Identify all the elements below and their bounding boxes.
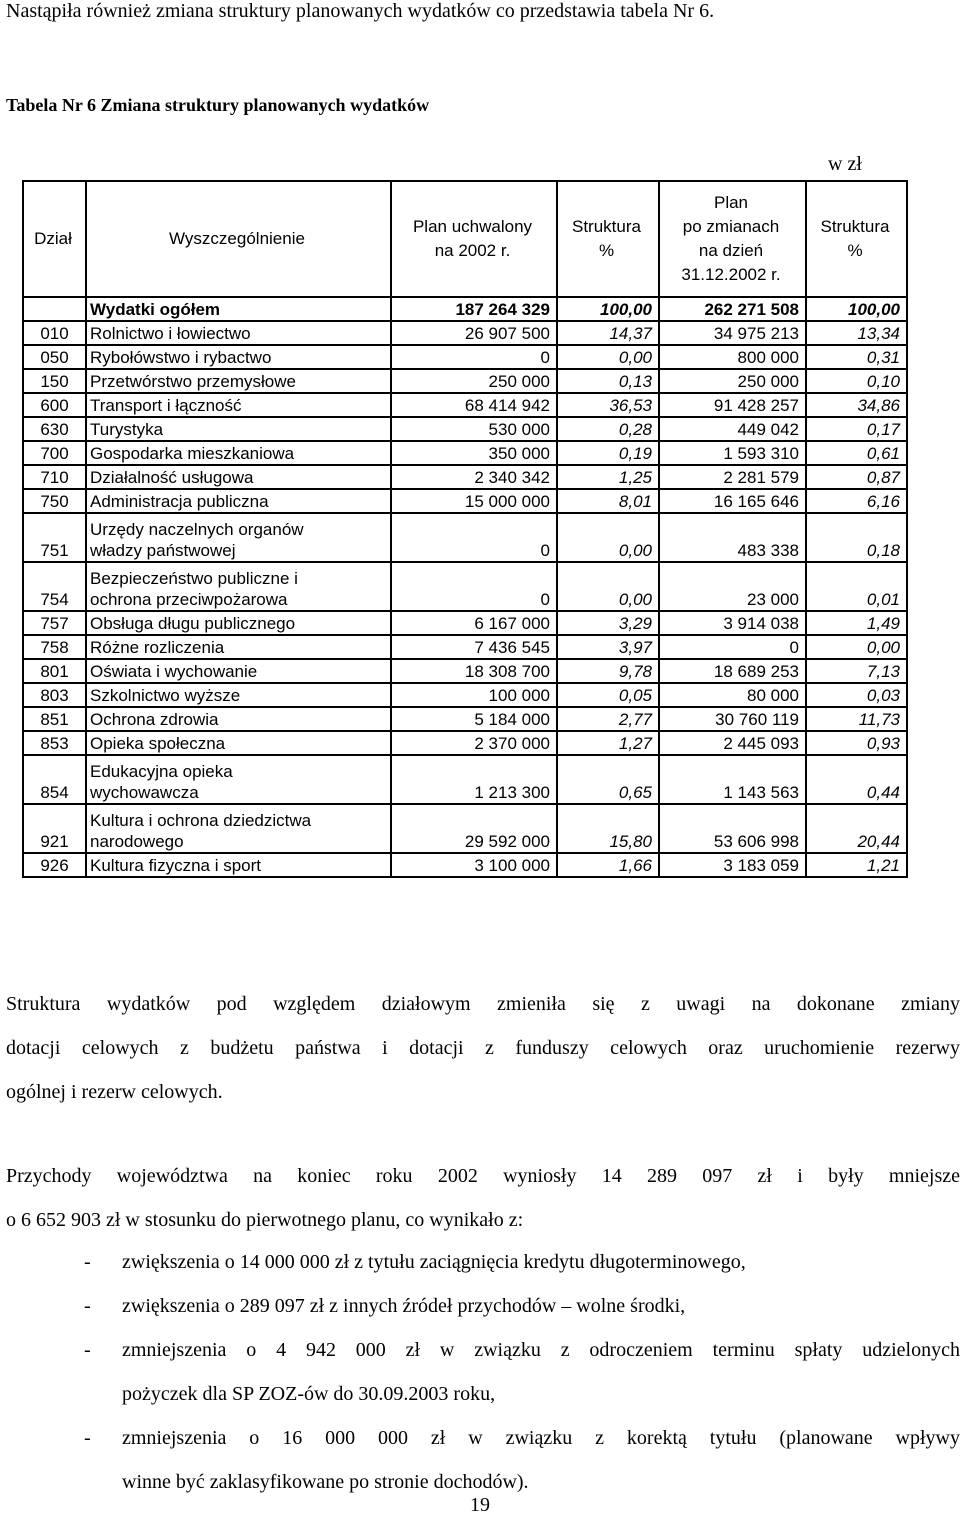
section-name-cell — [86, 611, 391, 635]
plan-after-cell: 800 000 — [659, 345, 806, 369]
structure-before-cell: 8,01 — [557, 489, 659, 513]
plan-after-cell: 3 183 059 — [659, 853, 806, 877]
section-name-line: Transport i łączność — [90, 396, 242, 415]
plan-cell: 2 340 342 — [391, 465, 557, 489]
plan-after-cell: 18 689 253 — [659, 659, 806, 683]
plan-after-cell: 483 338 — [659, 513, 806, 562]
section-name-line: Opieka społeczna — [90, 734, 226, 753]
structure-after-cell: 0,01 — [806, 562, 907, 611]
plan-cell: 250 000 — [391, 369, 557, 393]
table-row — [23, 659, 907, 683]
header-line: po zmianach — [682, 217, 780, 236]
section-code-cell: 854 — [23, 755, 86, 804]
section-code-cell: 751 — [23, 513, 86, 562]
list-item-text: zwiększenia o 14 000 000 zł z tytułu zaciągnięcia kredytu długoterminowego, — [122, 1251, 746, 1273]
plan-after-cell: 53 606 998 — [659, 804, 806, 853]
header-line: na dzień — [698, 241, 764, 260]
section-name-line: Edukacyjna opieka — [90, 762, 233, 781]
table-row — [23, 635, 907, 659]
section-name-cell — [86, 513, 391, 562]
table-row — [23, 489, 907, 513]
table-row — [23, 417, 907, 441]
table-header-row — [23, 181, 907, 297]
section-name-line: Rolnictwo i łowiectwo — [90, 324, 251, 343]
table-row — [23, 562, 907, 611]
structure-after-cell: 0,87 — [806, 465, 907, 489]
plan-cell: 29 592 000 — [391, 804, 557, 853]
section-code-cell: 050 — [23, 345, 86, 369]
list-item-line — [6, 1416, 960, 1460]
section-name-line: Bezpieczeństwo publiczne i — [90, 569, 298, 588]
table-row — [23, 853, 907, 877]
structure-before-cell: 3,29 — [557, 611, 659, 635]
structure-before-cell: 36,53 — [557, 393, 659, 417]
section-name-line: Szkolnictwo wyższe — [90, 686, 241, 705]
section-code-cell: 754 — [23, 562, 86, 611]
table-row — [23, 731, 907, 755]
list-item-text: zmniejszenia o 4 942 000 zł w związku z odroczeniem terminu spłaty udzielonych — [122, 1339, 960, 1361]
plan-cell: 5 184 000 — [391, 707, 557, 731]
section-name-line: Administracja publiczna — [90, 492, 269, 511]
dash-bullet: - — [84, 1251, 91, 1273]
header-struktura-2 — [806, 181, 907, 297]
structure-before-cell: 14,37 — [557, 321, 659, 345]
paragraph-line: Struktura wydatków pod względem działowym zmieniła się z uwagi na dokonane zmiany — [6, 993, 960, 1015]
section-name-cell — [86, 804, 391, 853]
list-item-line — [6, 1372, 960, 1416]
table-caption: Tabela Nr 6 Zmiana struktury planowanych wydatków — [6, 95, 430, 115]
structure-after-cell: 0,10 — [806, 369, 907, 393]
plan-cell: 7 436 545 — [391, 635, 557, 659]
structure-before-cell: 0,00 — [557, 513, 659, 562]
plan-cell: 2 370 000 — [391, 731, 557, 755]
section-name-cell — [86, 731, 391, 755]
plan-cell: 0 — [391, 562, 557, 611]
section-code-cell: 700 — [23, 441, 86, 465]
header-line: % — [847, 241, 863, 260]
list-item-text: zwiększenia o 289 097 zł z innych źródeł przychodów – wolne środki, — [122, 1295, 686, 1317]
table-row — [23, 321, 907, 345]
section-code-cell: 710 — [23, 465, 86, 489]
structure-before-cell: 1,66 — [557, 853, 659, 877]
section-code-cell: 801 — [23, 659, 86, 683]
dash-bullet: - — [84, 1427, 91, 1449]
section-name-line: Ochrona zdrowia — [90, 710, 219, 729]
header-line: Struktura — [820, 217, 890, 236]
plan-after-cell: 250 000 — [659, 369, 806, 393]
table-row — [23, 707, 907, 731]
section-name-line: Turystyka — [90, 420, 164, 439]
structure-after-cell: 0,17 — [806, 417, 907, 441]
section-code-cell: 010 — [23, 321, 86, 345]
section-name-line: Kultura i ochrona dziedzictwa — [90, 811, 312, 830]
expenditure-table-container — [22, 180, 906, 878]
list-item-line — [6, 1284, 960, 1328]
section-name-line: Gospodarka mieszkaniowa — [90, 444, 295, 463]
section-name-line: wychowawcza — [90, 783, 199, 802]
structure-after-cell: 0,03 — [806, 683, 907, 707]
intro-text: Nastąpiła również zmiana struktury planowanych wydatków co przedstawia tabela Nr 6. — [6, 0, 715, 22]
header-line: Plan — [713, 193, 749, 212]
section-name-line: Urzędy naczelnych organów — [90, 520, 304, 539]
total-after-cell: 262 271 508 — [659, 297, 806, 321]
section-name-line: narodowego — [90, 832, 184, 851]
header-plan-po-zmianach — [659, 181, 806, 297]
plan-after-cell: 2 281 579 — [659, 465, 806, 489]
plan-after-cell: 16 165 646 — [659, 489, 806, 513]
total-code-cell — [23, 297, 86, 321]
section-name-line: Przetwórstwo przemysłowe — [90, 372, 296, 391]
structure-before-cell: 15,80 — [557, 804, 659, 853]
structure-before-cell: 1,25 — [557, 465, 659, 489]
paragraph-line: ogólnej i rezerw celowych. — [6, 1081, 223, 1103]
section-code-cell: 803 — [23, 683, 86, 707]
header-line: na 2002 r. — [434, 241, 511, 260]
section-name-line: władzy państwowej — [90, 541, 236, 560]
header-line: 31.12.2002 r. — [681, 265, 781, 284]
plan-cell: 26 907 500 — [391, 321, 557, 345]
structure-before-cell: 0,65 — [557, 755, 659, 804]
structure-before-cell: 0,00 — [557, 345, 659, 369]
section-name-line: Różne rozliczenia — [90, 638, 225, 657]
structure-after-cell: 0,00 — [806, 635, 907, 659]
plan-after-cell: 1 593 310 — [659, 441, 806, 465]
paragraph-revenue — [6, 1154, 960, 1242]
section-name-cell — [86, 441, 391, 465]
table-row — [23, 441, 907, 465]
section-code-cell: 921 — [23, 804, 86, 853]
plan-cell: 100 000 — [391, 683, 557, 707]
paragraph-expenditure-structure — [6, 982, 960, 1114]
plan-cell: 1 213 300 — [391, 755, 557, 804]
section-name-cell — [86, 683, 391, 707]
plan-cell: 18 308 700 — [391, 659, 557, 683]
section-name-cell — [86, 321, 391, 345]
header-dzial: Dział — [23, 181, 86, 297]
header-plan-uchwalony — [391, 181, 557, 297]
page-number: 19 — [470, 1494, 490, 1516]
section-name-cell — [86, 755, 391, 804]
structure-before-cell: 0,28 — [557, 417, 659, 441]
table-row — [23, 513, 907, 562]
plan-cell: 3 100 000 — [391, 853, 557, 877]
total-plan-cell: 187 264 329 — [391, 297, 557, 321]
plan-after-cell: 23 000 — [659, 562, 806, 611]
structure-after-cell: 20,44 — [806, 804, 907, 853]
total-row — [23, 297, 907, 321]
header-struktura-1 — [557, 181, 659, 297]
plan-after-cell: 80 000 — [659, 683, 806, 707]
plan-after-cell: 34 975 213 — [659, 321, 806, 345]
section-name-cell — [86, 853, 391, 877]
section-name-cell — [86, 393, 391, 417]
header-line: Plan uchwalony — [412, 217, 533, 236]
section-name-line: Rybołówstwo i rybactwo — [90, 348, 272, 367]
section-name-cell — [86, 635, 391, 659]
table-row — [23, 755, 907, 804]
section-name-cell — [86, 465, 391, 489]
section-code-cell: 600 — [23, 393, 86, 417]
structure-after-cell: 0,61 — [806, 441, 907, 465]
table-row — [23, 465, 907, 489]
section-code-cell: 851 — [23, 707, 86, 731]
plan-cell: 68 414 942 — [391, 393, 557, 417]
list-item-line — [6, 1328, 960, 1372]
table-row — [23, 393, 907, 417]
structure-before-cell: 0,00 — [557, 562, 659, 611]
list-item-text: winne być zaklasyfikowane po stronie dochodów). — [122, 1471, 529, 1493]
structure-before-cell: 0,19 — [557, 441, 659, 465]
expenditure-structure-table — [22, 180, 908, 878]
header-line: % — [598, 241, 615, 260]
structure-after-cell: 0,31 — [806, 345, 907, 369]
plan-after-cell: 91 428 257 — [659, 393, 806, 417]
section-name-cell — [86, 345, 391, 369]
section-name-line: Kultura fizyczna i sport — [90, 856, 262, 875]
plan-cell: 350 000 — [391, 441, 557, 465]
structure-after-cell: 0,93 — [806, 731, 907, 755]
total-pct2-cell: 100,00 — [806, 297, 907, 321]
section-name-line: Działalność usługowa — [90, 468, 254, 487]
section-name-cell — [86, 562, 391, 611]
structure-before-cell: 3,97 — [557, 635, 659, 659]
structure-after-cell: 7,13 — [806, 659, 907, 683]
section-code-cell: 758 — [23, 635, 86, 659]
structure-after-cell: 34,86 — [806, 393, 907, 417]
header-wyszczegolnienie: Wyszczególnienie — [86, 181, 391, 297]
table-row — [23, 611, 907, 635]
paragraph-line: o 6 652 903 zł w stosunku do pierwotnego planu, co wynikało z: — [6, 1209, 524, 1231]
structure-before-cell: 1,27 — [557, 731, 659, 755]
table-row — [23, 804, 907, 853]
plan-cell: 0 — [391, 345, 557, 369]
structure-after-cell: 13,34 — [806, 321, 907, 345]
plan-cell: 6 167 000 — [391, 611, 557, 635]
section-name-line: Oświata i wychowanie — [90, 662, 258, 681]
dash-bullet: - — [84, 1339, 91, 1361]
dash-bullet: - — [84, 1295, 91, 1317]
list-item-text: zmniejszenia o 16 000 000 zł w związku z korektą tytułu (planowane wpływy — [122, 1427, 960, 1449]
structure-after-cell: 1,21 — [806, 853, 907, 877]
plan-cell: 15 000 000 — [391, 489, 557, 513]
header-line: Struktura — [572, 217, 641, 236]
section-code-cell: 630 — [23, 417, 86, 441]
plan-after-cell: 1 143 563 — [659, 755, 806, 804]
plan-after-cell: 449 042 — [659, 417, 806, 441]
plan-after-cell: 30 760 119 — [659, 707, 806, 731]
structure-after-cell: 6,16 — [806, 489, 907, 513]
section-code-cell: 853 — [23, 731, 86, 755]
structure-before-cell: 0,05 — [557, 683, 659, 707]
section-code-cell: 926 — [23, 853, 86, 877]
list-item-line — [6, 1240, 960, 1284]
plan-after-cell: 3 914 038 — [659, 611, 806, 635]
total-name-cell: Wydatki ogółem — [86, 297, 391, 321]
currency-unit: w zł — [828, 153, 862, 175]
structure-after-cell: 11,73 — [806, 707, 907, 731]
section-name-cell — [86, 659, 391, 683]
paragraph-line: dotacji celowych z budżetu państwa i dotacji z funduszy celowych oraz uruchomienie rezerwy — [6, 1037, 960, 1059]
structure-after-cell: 1,49 — [806, 611, 907, 635]
structure-before-cell: 9,78 — [557, 659, 659, 683]
section-code-cell: 150 — [23, 369, 86, 393]
paragraph-line: Przychody województwa na koniec roku 2002 wyniosły 14 289 097 zł i były mniejsze — [6, 1165, 960, 1187]
plan-cell: 530 000 — [391, 417, 557, 441]
structure-after-cell: 0,44 — [806, 755, 907, 804]
section-name-cell — [86, 489, 391, 513]
list-item-text: pożyczek dla SP ZOZ-ów do 30.09.2003 roku, — [122, 1383, 496, 1405]
total-pct1-cell: 100,00 — [557, 297, 659, 321]
section-code-cell: 757 — [23, 611, 86, 635]
table-row — [23, 345, 907, 369]
section-code-cell: 750 — [23, 489, 86, 513]
section-name-cell — [86, 417, 391, 441]
structure-after-cell: 0,18 — [806, 513, 907, 562]
structure-before-cell: 2,77 — [557, 707, 659, 731]
table-row — [23, 369, 907, 393]
plan-after-cell: 2 445 093 — [659, 731, 806, 755]
section-name-line: ochrona przeciwpożarowa — [90, 590, 288, 609]
table-row — [23, 683, 907, 707]
structure-before-cell: 0,13 — [557, 369, 659, 393]
plan-cell: 0 — [391, 513, 557, 562]
revenue-change-list — [6, 1240, 960, 1504]
section-name-line: Obsługa długu publicznego — [90, 614, 296, 633]
section-name-cell — [86, 707, 391, 731]
plan-after-cell: 0 — [659, 635, 806, 659]
section-name-cell — [86, 369, 391, 393]
